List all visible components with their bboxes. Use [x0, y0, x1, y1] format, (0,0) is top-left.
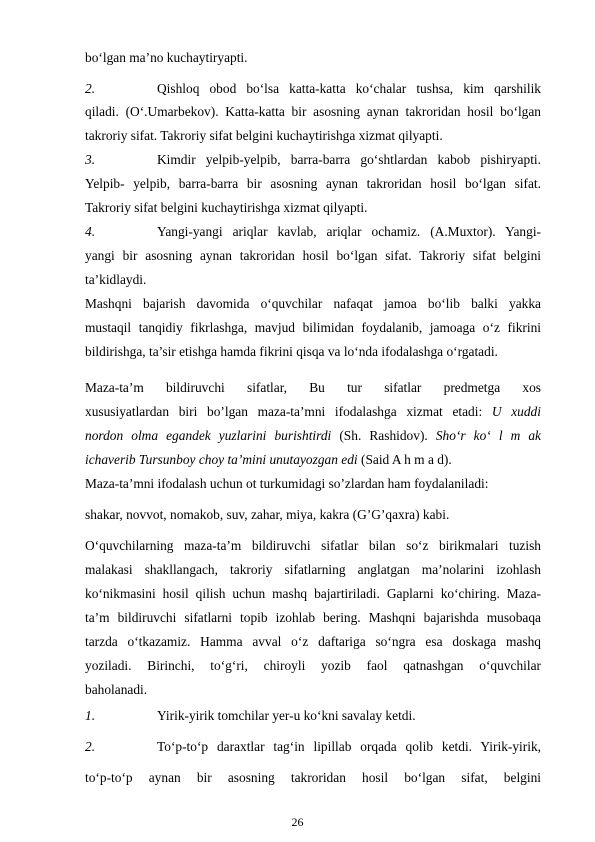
text-line: baholanadi.: [85, 682, 148, 697]
text-line: Maza-ta’mni ifodalash uchun ot turkumidagi so’zlardan ham foydalaniladi:: [85, 476, 489, 491]
text-run: xususiyatlardan biri bo’lgan maza-ta’mni ifodalashga xizmat etadi:: [85, 404, 483, 419]
italic-run: U xuddi: [491, 404, 541, 419]
italic-run: nordon olma egandek yuzlarini burishtirdi: [85, 428, 332, 443]
list-number: 2.: [85, 81, 96, 96]
text-run: (Said A h m a d).: [360, 452, 452, 467]
text-line: yangi bir asosning aynan takroridan hosil bo‘lgan sifat. Takroriy sifat belgini: [85, 248, 541, 263]
text-line: tarzda o‘tkazamiz. Hamma avval o‘z daftariga so‘ngra esa doskaga mashq: [85, 634, 541, 649]
list-number: 2.: [85, 739, 96, 754]
text-line: Takroriy sifat belgini kuchaytirishga xizmat qilyapti.: [85, 200, 368, 215]
list-number: 1.: [85, 708, 96, 723]
italic-run: Sho‘r ko‘ l m ak: [435, 428, 541, 443]
text-line: Mashqni bajarish davomida o‘quvchilar nafaqat jamoa bo‘lib balki yakka: [85, 296, 541, 311]
text-line: malakasi shakllangach, takroriy sifatlarning anglatgan ma’nolarini izohlash: [85, 562, 541, 577]
text-line: O‘quvchilarning maza-ta’m bildiruvchi sifatlar bilan so‘z birikmalari tuzish: [85, 538, 541, 553]
text-line: Yangi-yangi ariqlar kavlab, ariqlar ochamiz. (A.Muxtor). Yangi-: [157, 224, 541, 239]
italic-run: ichaverib Tursunboy choy ta’mini unutayozgan edi: [85, 452, 358, 467]
text-line: [85, 428, 541, 444]
text-line: Maza-ta’m bildiruvchi sifatlar, Bu tur sifatlar predmetga xos: [85, 380, 541, 395]
text-line: Yirik-yirik tomchilar yer-u ko‘kni savalay ketdi.: [157, 708, 416, 723]
text-line: [85, 404, 541, 420]
text-line: ko‘nikmasini hosil qilish uchun mashq bajartiriladi. Gaplarni ko‘chiring. Maza-: [85, 586, 541, 601]
text-line: Qishloq obod bo‘lsa katta-katta ko‘chalar tushsa, kim qarshilik: [157, 81, 541, 96]
text-line: qiladi. (O‘.Umarbekov). Katta-katta bir asosning aynan takroridan hosil bo‘lgan: [85, 104, 541, 119]
text-line: ta’kidlaydi.: [85, 272, 147, 287]
text-line: bildirishga, ta’sir etishga hamda fikrini qisqa va lo‘nda ifodalashga o‘rgatadi.: [85, 344, 498, 359]
text-line: takroriy sifat. Takroriy sifat belgini kuchaytirishga xizmat qilyapti.: [85, 128, 443, 143]
text-line: shakar, novvot, nomakob, suv, zahar, miya, kakra (G’G’qaxra) kabi.: [85, 507, 450, 522]
text-line: bo‘lgan ma’no kuchaytiryapti.: [85, 50, 248, 65]
text-line: [85, 452, 541, 468]
page-number: 26: [291, 815, 304, 829]
text-line: ta’m bildiruvchi sifatlarni topib izohlab bering. Mashqni bajarishda musobaqa: [85, 610, 541, 625]
text-line: mustaqil tanqidiy fikrlashga, mavjud bilimidan foydalanib, jamoaga o‘z fikrini: [85, 320, 541, 335]
text-line: Kimdir yelpib-yelpib, barra-barra go‘shtlardan kabob pishiryapti.: [157, 152, 541, 167]
text-line: To‘p-to‘p daraxtlar tag‘in lipillab orqada qolib ketdi. Yirik-yirik,: [157, 739, 541, 754]
list-number: 3.: [85, 152, 96, 167]
text-line: yoziladi. Birinchi, to‘g‘ri, chiroyli yozib faol qatnashgan o‘quvchilar: [85, 658, 541, 673]
text-run: (Sh. Rashidov).: [339, 428, 428, 443]
text-line: Yelpib- yelpib, barra-barra bir asosning aynan takroridan hosil bo‘lgan sifat.: [85, 176, 541, 191]
list-number: 4.: [85, 224, 96, 239]
text-line: to‘p-to‘p aynan bir asosning takroridan hosil bo‘lgan sifat, belgini: [85, 770, 541, 785]
